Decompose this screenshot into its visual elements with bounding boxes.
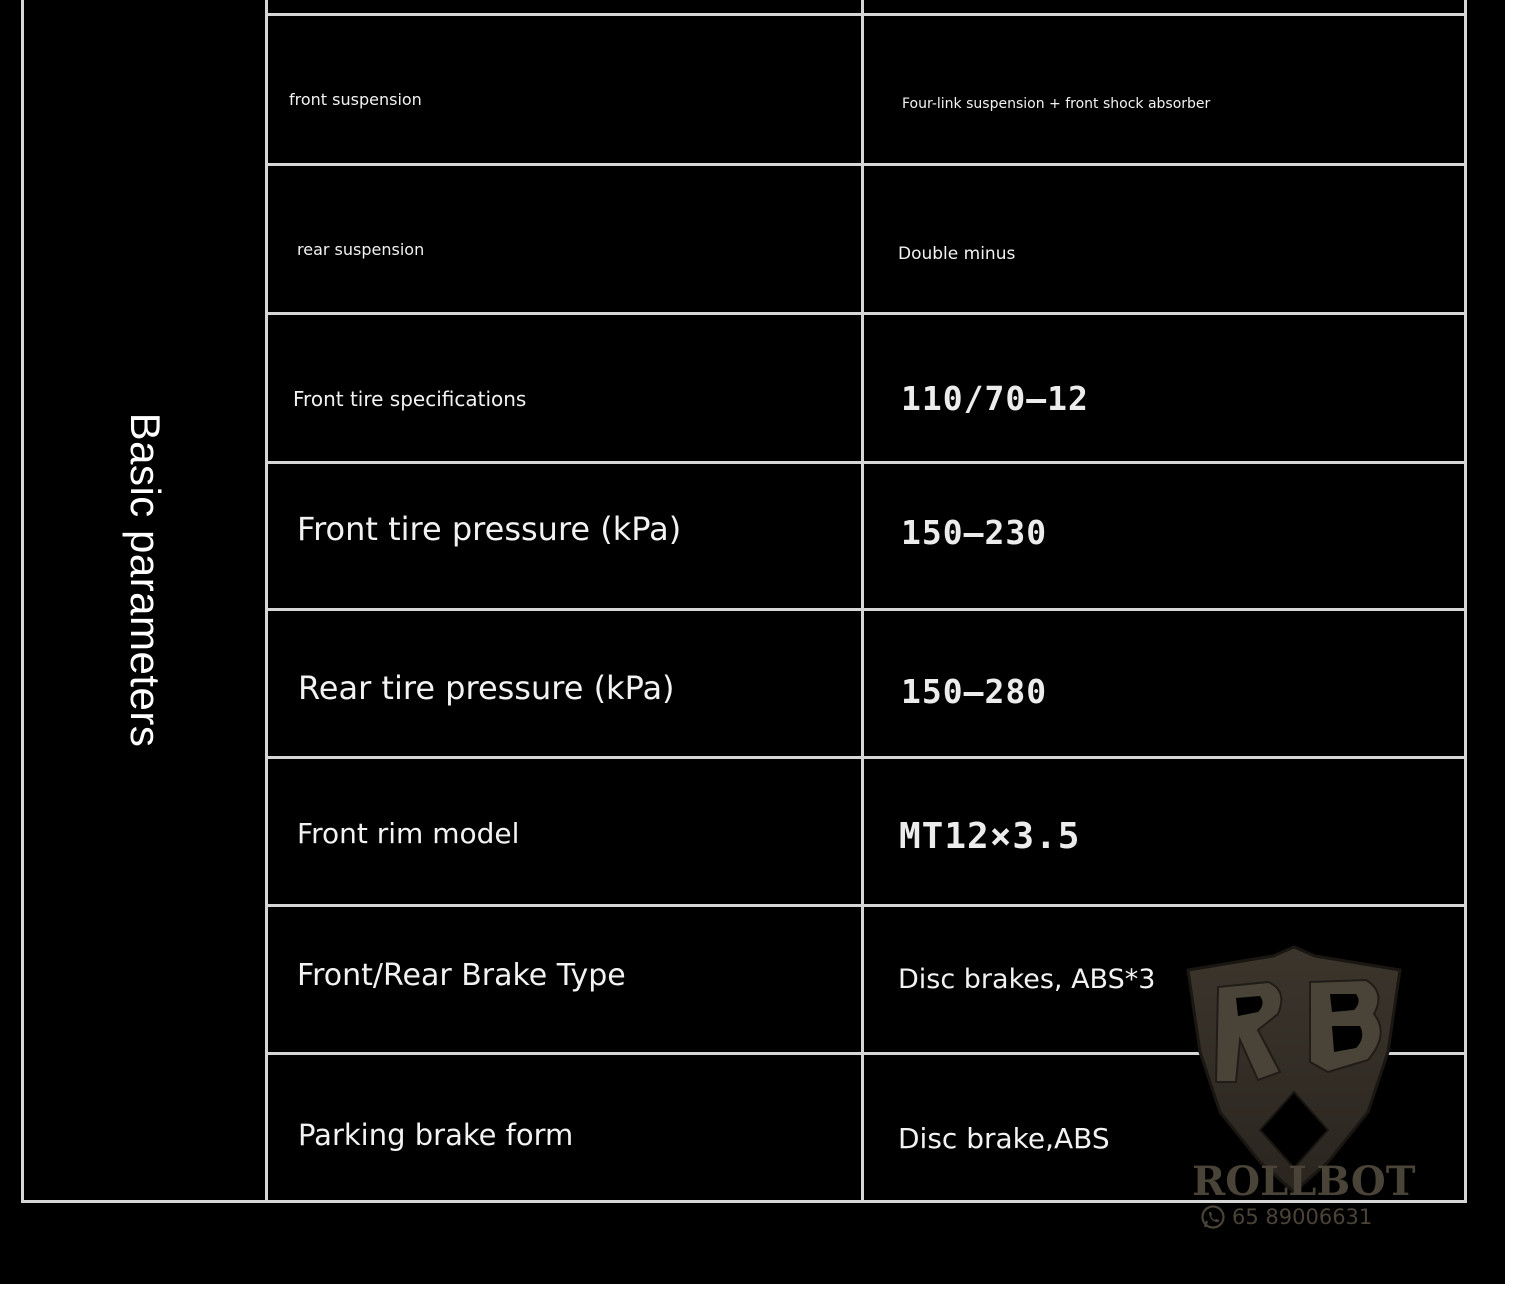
row-value-rear-suspension: Double minus: [898, 244, 1016, 264]
row-divider: [267, 163, 1467, 166]
row-label-rear-tire-pressure: Rear tire pressure (kPa): [298, 669, 675, 707]
row-divider: [267, 461, 1467, 464]
row-value-front-suspension: Four-link suspension + front shock absorber: [902, 96, 1211, 112]
row-divider: [267, 904, 1467, 907]
watermark-brand: ROLLBOT: [1192, 1158, 1416, 1205]
row-label-rear-suspension: rear suspension: [297, 240, 425, 259]
row-label-front-tire-pressure: Front tire pressure (kPa): [297, 510, 682, 548]
row-label-brake-type: Front/Rear Brake Type: [297, 958, 626, 993]
row-divider: [267, 756, 1467, 759]
section-label: Basic parameters: [122, 412, 169, 748]
row-label-front-tire-spec: Front tire specifications: [293, 387, 527, 411]
whatsapp-icon: [1200, 1204, 1226, 1230]
row-value-rear-tire-pressure: 150—280: [901, 672, 1048, 711]
row-value-parking-brake: Disc brake,ABS: [898, 1122, 1110, 1155]
row-label-front-rim-model: Front rim model: [297, 817, 520, 850]
watermark-phone-row: [1200, 1202, 1372, 1232]
watermark-phone: 65 89006631: [1232, 1205, 1373, 1229]
column-divider-value: [861, 0, 864, 1203]
row-value-front-tire-spec: 110/70—12: [901, 379, 1089, 418]
row-label-parking-brake: Parking brake form: [298, 1118, 574, 1152]
row-label-front-suspension: front suspension: [289, 90, 422, 109]
row-divider: [267, 312, 1467, 315]
row-divider: [267, 13, 1467, 16]
row-divider: [267, 608, 1467, 611]
row-value-brake-type: Disc brakes, ABS*3: [898, 964, 1156, 995]
column-divider-group: [265, 0, 268, 1203]
row-value-front-rim-model: MT12×3.5: [899, 816, 1081, 857]
row-value-front-tire-pressure: 150—230: [901, 513, 1048, 552]
